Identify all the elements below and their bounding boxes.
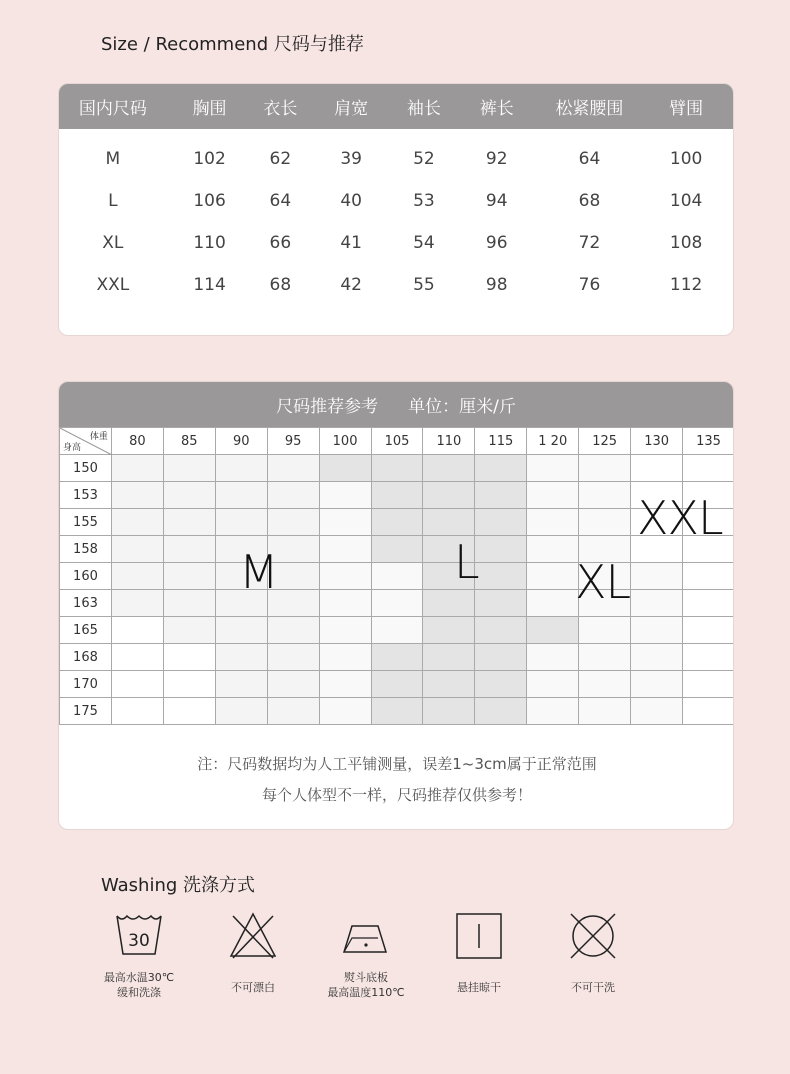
corner-height-label: 身高 — [63, 443, 82, 453]
no-dry-clean-icon — [567, 910, 619, 962]
table-row — [60, 536, 735, 563]
header-cell: 胸围 — [192, 99, 227, 119]
grid-cell — [527, 563, 579, 590]
note-line-2: 每个人体型不一样，尺码推荐仅供参考！ — [261, 786, 532, 804]
grid-cell — [423, 671, 475, 698]
grid-cell — [163, 563, 215, 590]
grid-cell — [683, 644, 734, 671]
table-cell: 68 — [578, 191, 601, 211]
grid-cell — [111, 698, 163, 725]
grid-cell — [163, 698, 215, 725]
grid-cell — [631, 590, 683, 617]
size-label-m: M — [239, 545, 278, 599]
table-cell: 92 — [485, 149, 508, 169]
size-recommend-card — [58, 381, 734, 830]
wash-item — [198, 910, 308, 995]
grid-cell — [267, 644, 319, 671]
grid-cell — [631, 617, 683, 644]
grid-cell — [111, 644, 163, 671]
grid-cell — [215, 455, 267, 482]
wash-label: 最高水温30℃ — [103, 971, 175, 984]
table-cell: L — [108, 191, 118, 211]
height-header-cell: 165 — [60, 617, 112, 644]
size-table — [58, 83, 734, 336]
grid-cell — [475, 617, 527, 644]
note-line-1: 注：尺码数据均为人工平铺测量，误差1~3cm属于正常范围 — [197, 755, 597, 773]
weight-header-cell: 110 — [423, 428, 475, 455]
grid-cell — [319, 617, 371, 644]
grid-cell — [527, 455, 579, 482]
table-row — [60, 509, 735, 536]
grid-cell — [267, 671, 319, 698]
wash-label: 缓和洗涤 — [117, 986, 161, 999]
height-header-cell: 168 — [60, 644, 112, 671]
table-row — [60, 563, 735, 590]
height-header-cell: 163 — [60, 590, 112, 617]
grid-cell — [163, 671, 215, 698]
grid-cell — [631, 455, 683, 482]
header-cell: 肩宽 — [334, 99, 369, 119]
grid-cell — [371, 563, 423, 590]
grid-cell — [475, 590, 527, 617]
height-header-cell: 153 — [60, 482, 112, 509]
wash-label: 悬挂晾干 — [457, 981, 501, 994]
grid-cell — [683, 671, 734, 698]
grid-cell — [319, 671, 371, 698]
weight-header-cell: 100 — [319, 428, 371, 455]
table-row — [59, 180, 733, 222]
table-cell: 112 — [669, 275, 703, 295]
table-cell: 52 — [413, 149, 435, 169]
grid-cell — [319, 455, 371, 482]
wash-label: 熨斗底板 — [344, 971, 388, 984]
table-cell: 76 — [578, 275, 601, 295]
grid-cell — [475, 671, 527, 698]
size-table-header — [59, 84, 733, 129]
grid-cell — [371, 698, 423, 725]
grid-cell — [423, 698, 475, 725]
grid-cell — [423, 509, 475, 536]
grid-cell — [683, 563, 734, 590]
header-cell: 衣长 — [263, 99, 298, 119]
weight-header-cell: 115 — [475, 428, 527, 455]
table-row — [60, 644, 735, 671]
grid-cell — [475, 509, 527, 536]
grid-cell — [163, 509, 215, 536]
grid-cell — [319, 563, 371, 590]
grid-cell — [579, 644, 631, 671]
grid-cell — [527, 509, 579, 536]
grid-cell — [371, 509, 423, 536]
table-cell: XXL — [96, 275, 130, 295]
table-cell: 40 — [340, 191, 362, 211]
corner-weight-label: 体重 — [89, 432, 108, 442]
grid-cell — [423, 455, 475, 482]
grid-cell — [579, 617, 631, 644]
table-cell: 72 — [578, 233, 601, 253]
grid-cell — [579, 671, 631, 698]
grid-cell — [215, 617, 267, 644]
size-table-body — [59, 129, 733, 306]
grid-cell — [215, 671, 267, 698]
grid-cell — [163, 644, 215, 671]
wash-item — [84, 910, 194, 1000]
table-cell: 64 — [578, 149, 601, 169]
grid-cell — [683, 455, 734, 482]
grid-cell — [319, 698, 371, 725]
table-cell: 54 — [413, 233, 435, 253]
grid-cell — [527, 698, 579, 725]
wash-label: 最高温度110℃ — [327, 986, 405, 999]
wash-item — [424, 910, 534, 995]
grid-cell — [631, 671, 683, 698]
grid-cell — [371, 671, 423, 698]
table-cell: 42 — [340, 275, 362, 295]
grid-cell — [267, 617, 319, 644]
weight-header-cell: 80 — [111, 428, 163, 455]
grid-cell — [527, 482, 579, 509]
grid-cell — [423, 617, 475, 644]
grid-cell — [579, 698, 631, 725]
size-label-l: L — [454, 535, 479, 589]
grid-cell — [111, 509, 163, 536]
recommend-grid — [59, 427, 734, 727]
table-cell: 62 — [269, 149, 292, 169]
size-label-xl: XL — [575, 555, 631, 609]
weight-header-cell: 125 — [579, 428, 631, 455]
grid-cell — [631, 698, 683, 725]
table-cell: 110 — [193, 233, 226, 253]
height-header-cell: 170 — [60, 671, 112, 698]
weight-header-cell: 95 — [267, 428, 319, 455]
grid-cell — [267, 482, 319, 509]
grid-cell — [111, 563, 163, 590]
table-cell: 106 — [193, 191, 226, 211]
grid-cell — [319, 536, 371, 563]
table-cell: 68 — [269, 275, 292, 295]
weight-header-cell: 130 — [631, 428, 683, 455]
weight-header-cell: 1 20 — [527, 428, 579, 455]
wash-temp-text: 30 — [128, 931, 150, 951]
grid-cell — [111, 482, 163, 509]
grid-cell — [527, 536, 579, 563]
grid-cell — [371, 482, 423, 509]
table-cell: 94 — [485, 191, 508, 211]
weight-header-cell: 85 — [163, 428, 215, 455]
grid-cell — [111, 536, 163, 563]
washing-section-title: Washing 洗涤方式 — [101, 875, 256, 896]
no-bleach-icon — [227, 910, 279, 962]
table-row — [60, 455, 735, 482]
weight-header-cell: 90 — [215, 428, 267, 455]
grid-cell — [267, 455, 319, 482]
table-cell: 66 — [269, 233, 292, 253]
table-row — [59, 264, 733, 306]
wash-item — [538, 910, 648, 995]
weight-header-cell: 105 — [371, 428, 423, 455]
header-cell: 臂围 — [669, 99, 704, 119]
grid-cell — [579, 455, 631, 482]
grid-cell — [267, 509, 319, 536]
grid-cell — [683, 590, 734, 617]
table-row — [60, 590, 735, 617]
grid-cell — [423, 644, 475, 671]
grid-cell — [111, 455, 163, 482]
grid-cell — [163, 536, 215, 563]
table-cell: 41 — [340, 233, 362, 253]
grid-cell — [475, 536, 527, 563]
height-header-cell: 158 — [60, 536, 112, 563]
grid-cell — [371, 536, 423, 563]
height-header-cell: 150 — [60, 455, 112, 482]
grid-cell — [371, 590, 423, 617]
grid-cell — [683, 698, 734, 725]
grid-cell — [163, 590, 215, 617]
grid-cell — [631, 563, 683, 590]
height-header-cell: 155 — [60, 509, 112, 536]
grid-cell — [111, 617, 163, 644]
table-cell: 53 — [413, 191, 435, 211]
grid-cell — [215, 509, 267, 536]
table-cell: 96 — [485, 233, 508, 253]
iron-icon — [338, 910, 394, 962]
table-cell: 55 — [413, 275, 435, 295]
grid-cell — [319, 590, 371, 617]
table-row — [60, 671, 735, 698]
grid-cell — [527, 590, 579, 617]
table-cell: 98 — [485, 275, 508, 295]
table-row — [60, 482, 735, 509]
grid-cell — [475, 644, 527, 671]
header-cell: 国内尺码 — [78, 99, 147, 119]
grid-cell — [319, 482, 371, 509]
grid-cell — [163, 617, 215, 644]
table-row — [60, 698, 735, 725]
grid-cell — [475, 482, 527, 509]
table-cell: 114 — [193, 275, 226, 295]
grid-cell — [527, 617, 579, 644]
grid-cell — [111, 590, 163, 617]
height-header-cell: 175 — [60, 698, 112, 725]
grid-cell — [215, 644, 267, 671]
wash-label: 不可漂白 — [231, 981, 275, 994]
wash-item — [311, 910, 421, 1000]
wash-30-icon — [114, 910, 164, 962]
grid-cell — [319, 509, 371, 536]
grid-cell — [475, 698, 527, 725]
wash-label: 不可干洗 — [571, 981, 615, 994]
grid-cell — [683, 617, 734, 644]
height-header-cell: 160 — [60, 563, 112, 590]
grid-cell — [371, 617, 423, 644]
grid-cell — [475, 455, 527, 482]
header-cell: 袖长 — [406, 99, 441, 119]
grid-cell — [371, 644, 423, 671]
grid-cell — [423, 590, 475, 617]
recommend-unit: 单位：厘米/斤 — [408, 397, 516, 417]
grid-cell — [527, 671, 579, 698]
hang-dry-icon — [453, 910, 505, 962]
table-row — [60, 617, 735, 644]
grid-cell — [267, 698, 319, 725]
recommend-title: 尺码推荐参考 — [276, 397, 379, 417]
table-cell: 102 — [193, 149, 226, 169]
size-label-xxl: XXL — [637, 491, 723, 545]
size-section-title: Size / Recommend 尺码与推荐 — [101, 34, 364, 55]
grid-cell — [371, 455, 423, 482]
grid-cell — [579, 509, 631, 536]
table-cell: 108 — [669, 233, 703, 253]
table-cell: 100 — [669, 149, 703, 169]
header-cell: 松紧腰围 — [555, 99, 624, 119]
grid-cell — [423, 482, 475, 509]
table-cell: 64 — [269, 191, 292, 211]
grid-cell — [111, 671, 163, 698]
table-row — [59, 138, 733, 180]
grid-cell — [215, 698, 267, 725]
weight-header-cell: 135 — [683, 428, 734, 455]
grid-cell — [579, 482, 631, 509]
grid-cell — [475, 563, 527, 590]
recommend-header — [59, 382, 733, 427]
grid-corner-cell — [60, 428, 112, 455]
grid-cell — [163, 455, 215, 482]
table-row — [59, 222, 733, 264]
grid-cell — [527, 644, 579, 671]
table-cell: XL — [102, 233, 124, 253]
grid-cell — [319, 644, 371, 671]
table-cell: 39 — [340, 149, 362, 169]
grid-cell — [215, 482, 267, 509]
header-cell: 裤长 — [479, 99, 514, 119]
table-cell: 104 — [669, 191, 703, 211]
grid-cell — [163, 482, 215, 509]
table-cell: M — [105, 149, 121, 169]
grid-cell — [631, 644, 683, 671]
